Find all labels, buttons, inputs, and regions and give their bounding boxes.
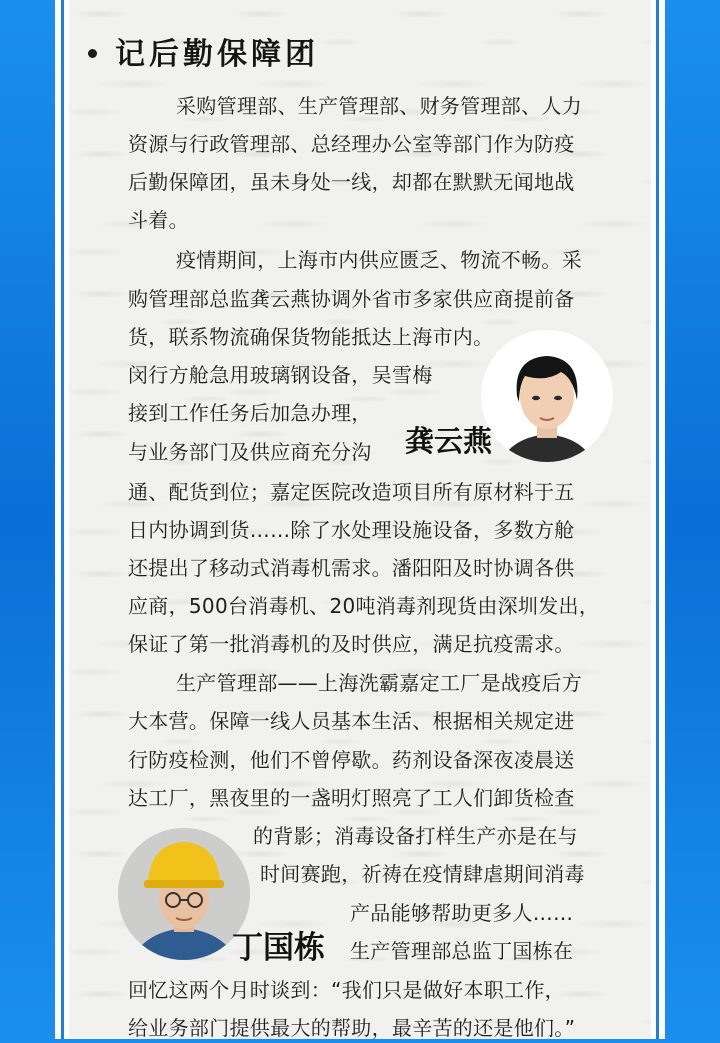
person-name-ding-guodong: 丁国栋 bbox=[232, 930, 325, 966]
text-line: 的背影；消毒设备打样生产亦是在与 bbox=[253, 824, 578, 848]
text-line: 应商，500台消毒机、20吨消毒剂现货由深圳发出， bbox=[128, 594, 600, 618]
text-line: 斗着。 bbox=[128, 208, 189, 232]
frame-border-left bbox=[61, 0, 64, 1039]
text-line: 后勤保障团，虽未身处一线，却都在默默无闻地战 bbox=[128, 170, 575, 194]
text-line: 大本营。保障一线人员基本生活、根据相关规定进 bbox=[128, 709, 575, 733]
text-line: 资源与行政管理部、总经理办公室等部门作为防疫 bbox=[128, 132, 575, 156]
text-line: 闵行方舱急用玻璃钢设备，吴雪梅 bbox=[128, 363, 433, 387]
frame-border-right bbox=[656, 0, 659, 1039]
text-line: 日内协调到货……除了水处理设施设备，多数方舱 bbox=[128, 518, 575, 542]
text-line: 产品能够帮助更多人…… bbox=[350, 901, 574, 925]
text-line: 采购管理部、生产管理部、财务管理部、人力 bbox=[176, 94, 582, 118]
text-line: 还提出了移动式消毒机需求。潘阳阳及时协调各供 bbox=[128, 556, 575, 580]
portrait-man-helmet-icon bbox=[118, 828, 250, 960]
section-heading bbox=[88, 28, 319, 74]
person-name-gong-yunyan: 龚云燕 bbox=[405, 424, 493, 458]
text-line: 保证了第一批消毒机的及时供应，满足抗疫需求。 bbox=[128, 632, 575, 656]
text-line: 疫情期间，上海市内供应匮乏、物流不畅。采 bbox=[176, 248, 582, 272]
text-line: 货，联系物流确保货物能抵达上海市内。 bbox=[128, 325, 494, 349]
portrait-photo-gong-yunyan bbox=[481, 330, 613, 462]
text-line: 生产管理部——上海洗霸嘉定工厂是战疫后方 bbox=[176, 671, 582, 695]
section-title: 记后勤保障团 bbox=[115, 37, 319, 72]
text-line: 接到工作任务后加急办理， bbox=[128, 401, 372, 425]
text-line: 行防疫检测，他们不曾停歇。药剂设备深夜凌晨送 bbox=[128, 748, 575, 772]
text-line: 时间赛跑，祈祷在疫情肆虐期间消毒 bbox=[260, 862, 585, 886]
bullet-icon bbox=[88, 49, 97, 58]
portrait-photo-ding-guodong bbox=[118, 828, 250, 960]
text-line: 回忆这两个月时谈到：“我们只是做好本职工作， bbox=[128, 978, 565, 1002]
text-line: 与业务部门及供应商充分沟 bbox=[128, 440, 372, 464]
text-line: 给业务部门提供最大的帮助，最辛苦的还是他们。” bbox=[128, 1016, 576, 1040]
text-line: 购管理部总监龚云燕协调外省市多家供应商提前备 bbox=[128, 287, 575, 311]
text-line: 达工厂，黑夜里的一盏明灯照亮了工人们卸货检查 bbox=[128, 786, 575, 810]
portrait-woman-icon bbox=[481, 330, 613, 462]
text-line: 生产管理部总监丁国栋在 bbox=[350, 939, 574, 963]
text-line: 通、配货到位；嘉定医院改造项目所有原材料于五 bbox=[128, 480, 575, 504]
